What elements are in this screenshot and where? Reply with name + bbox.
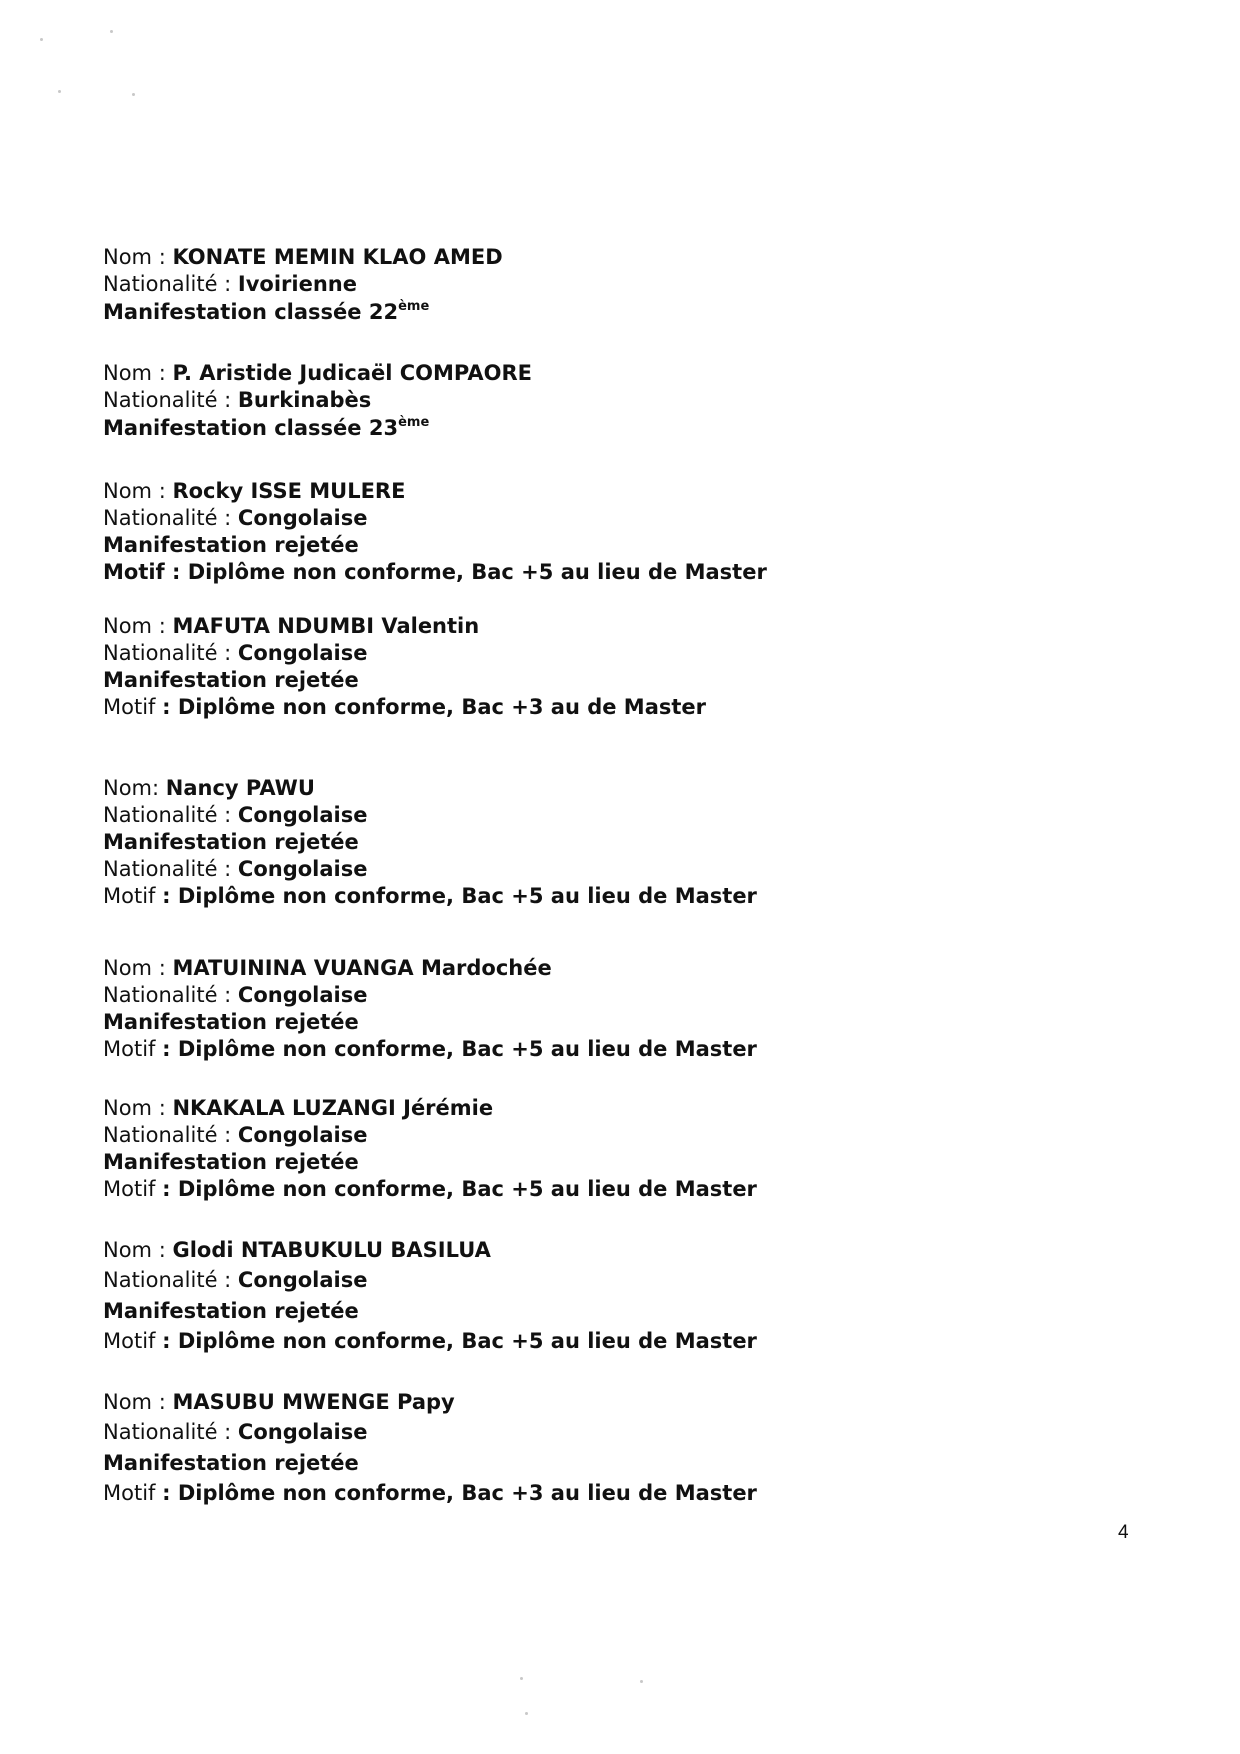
motif-label: Motif	[103, 694, 163, 719]
nationality-label: Nationalité :	[103, 640, 238, 665]
name-line	[103, 1095, 757, 1122]
candidate-name: P. Aristide Judicaël COMPAORE	[172, 361, 533, 385]
candidate-entry	[103, 613, 706, 721]
candidate-entry	[103, 244, 503, 326]
scan-speck	[110, 30, 113, 33]
motif-value: : Diplôme non conforme, Bac +3 au de Master	[162, 694, 707, 719]
nationality-line	[103, 1122, 757, 1149]
motif-value: : Diplôme non conforme, Bac +5 au lieu de Master	[162, 1176, 757, 1201]
status-line	[103, 415, 532, 442]
candidate-entry	[103, 1387, 757, 1509]
candidate-entry	[103, 775, 757, 909]
nationality-label: Nationalité :	[103, 856, 238, 881]
motif-label: Motif	[103, 1036, 163, 1061]
motif-line	[103, 883, 757, 910]
nationality-label: Nationalité :	[103, 505, 238, 530]
nationality-label: Nationalité :	[103, 1122, 238, 1147]
motif-line	[103, 1036, 757, 1063]
motif-line	[103, 1478, 757, 1508]
nationality-label: Nationalité :	[103, 802, 238, 827]
status-line: Manifestation rejetée	[103, 1450, 359, 1475]
status-line: Manifestation rejetée	[103, 829, 359, 854]
candidate-name: KONATE MEMIN KLAO AMED	[172, 245, 503, 269]
nationality-value: Congolaise	[237, 640, 368, 665]
candidate-name: MAFUTA NDUMBI Valentin	[172, 614, 480, 638]
scan-speck	[40, 38, 43, 41]
status-line: Manifestation rejetée	[103, 1009, 359, 1034]
name-line	[103, 244, 503, 271]
name-line	[103, 613, 706, 640]
nationality-value: Burkinabès	[237, 388, 372, 413]
name-label: Nom:	[103, 776, 166, 800]
nationality-label: Nationalité :	[103, 982, 238, 1007]
nationality-value: Congolaise	[237, 856, 368, 881]
motif-value: : Diplôme non conforme, Bac +5 au lieu de Master	[162, 1329, 757, 1354]
name-line	[103, 1387, 757, 1417]
candidate-entry	[103, 1235, 757, 1357]
nationality-value: Congolaise	[237, 505, 368, 530]
nationality-line	[103, 856, 757, 883]
scan-speck	[520, 1677, 523, 1680]
name-line	[103, 478, 767, 505]
candidate-name: MATUININA VUANGA Mardochée	[172, 956, 552, 980]
motif-line	[103, 1176, 757, 1203]
status-text: Manifestation classée 23	[103, 415, 399, 440]
name-line	[103, 360, 532, 387]
name-line	[103, 955, 757, 982]
motif-label: Motif	[103, 883, 163, 908]
nationality-line	[103, 802, 757, 829]
name-label: Nom :	[103, 479, 173, 503]
name-label: Nom :	[103, 1238, 173, 1262]
name-label: Nom :	[103, 1096, 173, 1120]
motif-label: Motif	[103, 1176, 163, 1201]
name-label: Nom :	[103, 1390, 173, 1414]
nationality-line	[103, 982, 757, 1009]
candidate-entry	[103, 360, 532, 442]
nationality-label: Nationalité :	[103, 272, 238, 297]
name-label: Nom :	[103, 361, 173, 385]
nationality-value: Congolaise	[237, 1122, 368, 1147]
motif-line: Motif : Diplôme non conforme, Bac +5 au lieu de Master	[103, 559, 767, 584]
name-label: Nom :	[103, 245, 173, 269]
nationality-line	[103, 640, 706, 667]
status-line: Manifestation rejetée	[103, 1149, 359, 1174]
nationality-line	[103, 1417, 757, 1447]
nationality-line	[103, 387, 532, 414]
candidate-name: Nancy PAWU	[165, 776, 315, 800]
status-line: Manifestation rejetée	[103, 667, 359, 692]
name-line	[103, 775, 757, 802]
nationality-value: Congolaise	[237, 982, 368, 1007]
status-text: Manifestation classée 22	[103, 299, 399, 324]
name-label: Nom :	[103, 956, 173, 980]
nationality-label: Nationalité :	[103, 388, 238, 413]
candidate-name: Glodi NTABUKULU BASILUA	[172, 1238, 491, 1262]
motif-value: : Diplôme non conforme, Bac +5 au lieu de Master	[162, 1036, 757, 1061]
motif-value: : Diplôme non conforme, Bac +3 au lieu de Master	[162, 1481, 757, 1506]
page-number: 4	[1118, 1522, 1129, 1543]
motif-label: Motif	[103, 1481, 163, 1506]
scan-speck	[640, 1680, 643, 1683]
status-superscript: ème	[398, 298, 430, 314]
nationality-line	[103, 505, 767, 532]
nationality-value: Congolaise	[237, 802, 368, 827]
nationality-line	[103, 271, 503, 298]
motif-label: Motif	[103, 1329, 163, 1354]
nationality-value: Congolaise	[237, 1268, 368, 1293]
candidate-name: NKAKALA LUZANGI Jérémie	[172, 1096, 494, 1120]
nationality-value: Congolaise	[237, 1420, 368, 1445]
candidate-entry	[103, 478, 767, 586]
scan-speck	[58, 90, 61, 93]
status-line	[103, 299, 503, 326]
candidate-entry	[103, 1095, 757, 1203]
nationality-value: Ivoirienne	[237, 272, 357, 297]
candidate-name: Rocky ISSE MULERE	[172, 479, 406, 503]
candidate-name: MASUBU MWENGE Papy	[172, 1390, 455, 1414]
nationality-label: Nationalité :	[103, 1268, 238, 1293]
motif-value: : Diplôme non conforme, Bac +5 au lieu de Master	[162, 883, 757, 908]
status-line: Manifestation rejetée	[103, 532, 359, 557]
scan-speck	[132, 93, 135, 96]
status-line: Manifestation rejetée	[103, 1298, 359, 1323]
motif-line	[103, 694, 706, 721]
nationality-label: Nationalité :	[103, 1420, 238, 1445]
motif-line	[103, 1326, 757, 1356]
name-line	[103, 1235, 757, 1265]
scan-speck	[525, 1712, 528, 1715]
candidate-entry	[103, 955, 757, 1063]
nationality-line	[103, 1265, 757, 1295]
name-label: Nom :	[103, 614, 173, 638]
status-superscript: ème	[398, 414, 430, 430]
